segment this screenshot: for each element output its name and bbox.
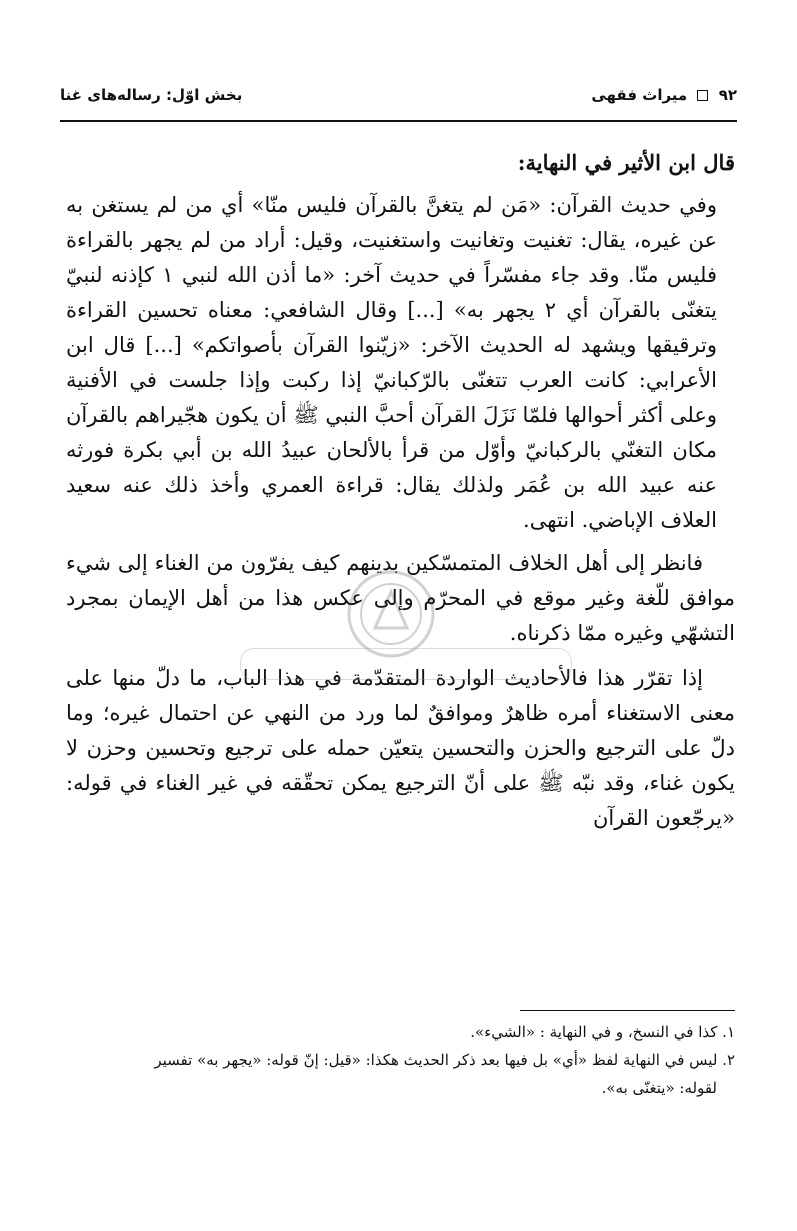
square-bullet-icon <box>697 90 708 101</box>
library-seal-watermark <box>345 568 437 660</box>
section-title: بخش اوّل: رساله‌های غنا <box>60 86 243 104</box>
paragraph: فانظر إلى أهل الخلاف المتمسّكين بدينهم كيف يفرّون من الغناء إلى شيء موافق للّغة وغير موقع في المحرّم وإلى عكس هذا من أهل الإيمان بمجرد التشهّي وغيره ممّا ذكرناه. <box>66 551 735 645</box>
page-number: ٩٢ <box>718 86 737 104</box>
footnote: ٢. ليس في النهاية لفظ «أي» بل فيها بعد ذكر الحديث هكذا: «قيل: إنّ قوله: «يجهر به» تفسير <box>154 1051 735 1069</box>
quote-block: وفي حديث القرآن: «مَن لم يتغنَّ بالقرآن فليس منّا» أي من لم يستغن به عن غيره، يقال: تغنيت وتغانيت واستغنيت، وقيل: أراد من لم يجهر بالقراءة فليس منّا. وقد جاء مفسّراً في حديث آخر: «ما أذن الله لنبي ١ كإذنه لنبيّ يتغنّى بالقرآن أي ٢ يجهر به» [...] وقال الشافعي: معناه تحسين القراءة وترقيقها ويشهد له الحديث الآخر: «زيّنوا القرآن بأصواتكم» [...] قال ابن الأعرابي: كانت العرب تتغنّى بالرّكبانيّ إذا ركبت وإذا جلست في الأفنية وعلى أكثر أحوالها فلمّا نَزَلَ القرآن أحبَّ النبي ﷺ أن يكون هجّيراهم بالقرآن مكان التغنّي بالركبانيّ وأوّل من قرأ بالألحان عبيدُ الله بن أبي بكرة فورثه عنه عبيد الله بن عُمَر ولذلك يقال: قراءة العمري وأخذ ذلك عنه سعيد العلاف الإباضي. انتهى. <box>66 193 717 532</box>
main-text <box>66 145 735 846</box>
footnote-rule <box>520 1010 735 1011</box>
quote-intro: قال ابن الأثير في النهاية: <box>517 150 735 175</box>
watermark-banner <box>240 648 572 680</box>
paragraph: إذا تقرّر هذا فالأحاديث الواردة المتقدّمة في هذا الباب، ما دلّ منها على معنى الاستغناء أمره ظاهرٌ وموافقٌ لما ورد من النهي عن احتمال غيره؛ وما دلّ على الترجيع والحزن والتحسين يتعيّن حمله على ترجيع وتحسين وحزن لا يكون غناء، وقد نبّه ﷺ على أنّ الترجيع يمكن تحقّقه في غير الغناء في قوله: «يرجّعون القرآن <box>66 666 735 830</box>
footnotes <box>66 1018 735 1102</box>
book-title: میراث فقهی <box>591 86 688 104</box>
footnote-continuation: لقوله: «يتغنّى به». <box>601 1079 717 1097</box>
header-right <box>591 86 737 104</box>
running-header <box>60 86 737 114</box>
footnote: ١. كذا في النسخ، و في النهاية : «الشيء». <box>470 1023 735 1041</box>
header-rule <box>60 120 737 122</box>
